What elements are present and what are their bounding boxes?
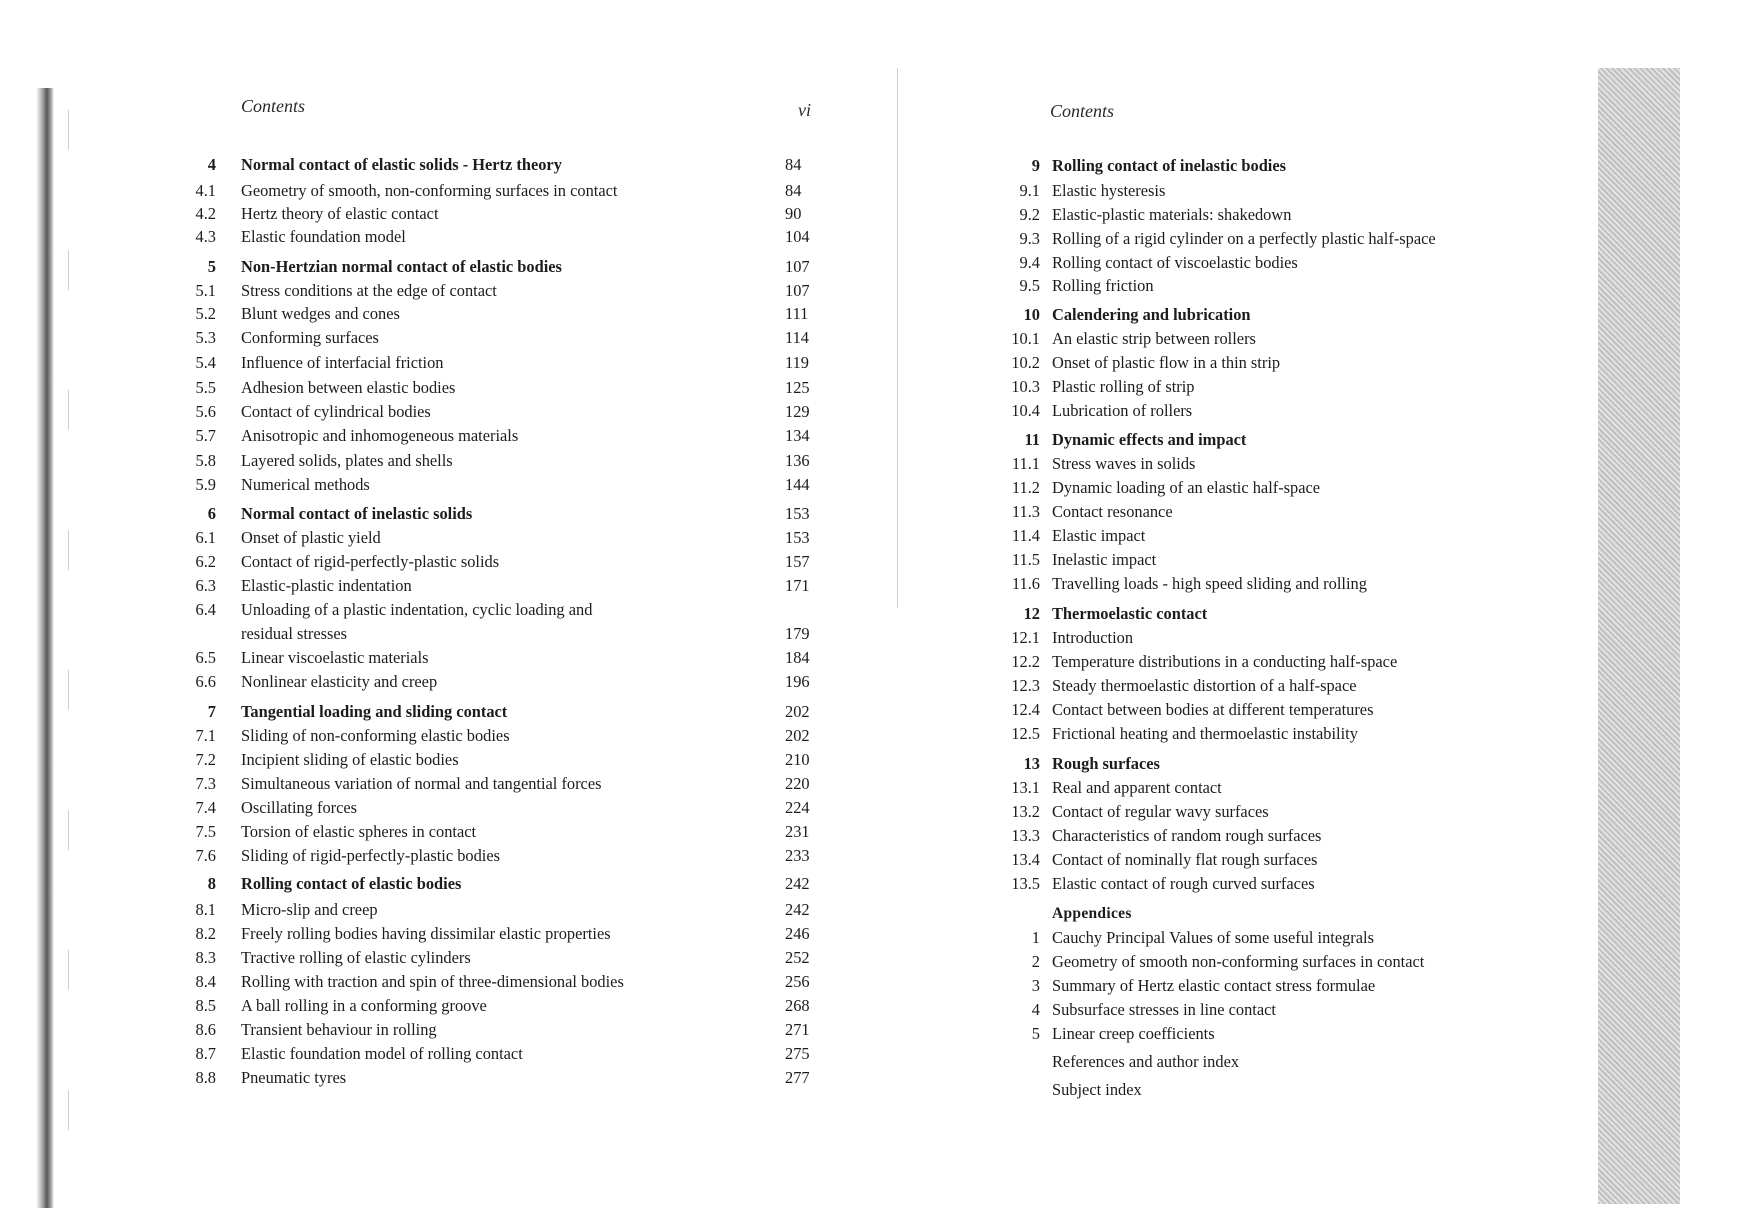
toc-entry-number: 5.7	[195, 426, 216, 445]
toc-entry-title: Real and apparent contact	[1052, 778, 1222, 797]
toc-entry-number: 11.4	[1011, 526, 1040, 545]
toc-entry-number: 6	[207, 504, 216, 523]
toc-entry-page: 171	[785, 576, 810, 595]
toc-entry-number: 11.2	[1011, 478, 1040, 497]
page-number: vi	[798, 100, 811, 120]
toc-entry-page: 202	[785, 726, 810, 745]
toc-entry	[890, 1051, 1590, 1073]
toc-entry-number: 7.3	[195, 774, 216, 793]
toc-entry-page: 202	[785, 702, 810, 721]
toc-entry-page: 114	[785, 328, 809, 347]
toc-entry-title: Rough surfaces	[1052, 754, 1160, 773]
toc-entry	[0, 671, 890, 693]
toc-entry-number: 10.4	[1011, 401, 1040, 420]
toc-entry-number: 4	[207, 155, 216, 174]
toc-entry-title: Contact between bodies at different temperatures	[1052, 700, 1374, 719]
toc-entry	[890, 699, 1590, 721]
toc-chapter-entry	[890, 304, 1590, 326]
toc-entry-number: 13.1	[1011, 778, 1040, 797]
toc-entry-page: 246	[785, 924, 810, 943]
toc-entry	[0, 923, 890, 945]
toc-entry-number: 5.9	[195, 475, 216, 494]
toc-entry-title: Temperature distributions in a conducting half-space	[1052, 652, 1398, 671]
toc-entry	[0, 773, 890, 795]
toc-entry	[0, 725, 890, 747]
toc-entry-number: 2	[1031, 952, 1040, 971]
toc-entry-number: 5	[207, 257, 216, 276]
toc-entry	[890, 400, 1590, 422]
toc-entry	[890, 501, 1590, 523]
toc-entry	[890, 825, 1590, 847]
toc-entry-number: 11.3	[1011, 502, 1040, 521]
toc-entry-title: Contact resonance	[1052, 502, 1173, 521]
toc-entry-number: 8	[207, 874, 216, 893]
toc-entry	[0, 352, 890, 374]
toc-entry-page: 220	[785, 774, 810, 793]
toc-entry	[0, 797, 890, 819]
toc-entry	[890, 801, 1590, 823]
toc-entry-title: Dynamic loading of an elastic half-space	[1052, 478, 1321, 497]
toc-entry-number: 6.5	[195, 648, 216, 667]
toc-entry-page: 111	[785, 304, 809, 323]
toc-entry-number: 6.2	[195, 552, 216, 571]
toc-entry-page: 157	[785, 552, 810, 571]
toc-entry	[890, 873, 1590, 895]
toc-entry-title: Anisotropic and inhomogeneous materials	[241, 426, 519, 445]
toc-entry-number: 10	[1023, 305, 1040, 324]
toc-entry-number: 6.6	[195, 672, 216, 691]
toc-entry-title: Stress waves in solids	[1052, 454, 1196, 473]
toc-chapter-entry	[890, 429, 1590, 451]
toc-entry	[890, 275, 1590, 297]
toc-entry-title: Summary of Hertz elastic contact stress formulae	[1052, 976, 1376, 995]
toc-entry	[890, 975, 1590, 997]
toc-entry-number: 7.2	[195, 750, 216, 769]
toc-entry-page: 90	[785, 204, 802, 223]
toc-entry-title: Plastic rolling of strip	[1052, 377, 1195, 396]
toc-entry	[890, 352, 1590, 374]
toc-entry-title: Rolling with traction and spin of three-dimensional bodies	[241, 972, 624, 991]
toc-entry	[0, 474, 890, 496]
toc-entry-title: Rolling contact of viscoelastic bodies	[1052, 253, 1298, 272]
toc-entry-number: 7.5	[195, 822, 216, 841]
toc-entry-number: 7.4	[195, 798, 216, 817]
toc-entry-page: 119	[785, 353, 809, 372]
toc-entry	[0, 599, 890, 621]
toc-entry-title: Conforming surfaces	[241, 328, 379, 347]
toc-entry-number: 9.3	[1019, 229, 1040, 248]
toc-entry-title: Lubrication of rollers	[1052, 401, 1193, 420]
toc-entry-title: Sliding of rigid-perfectly-plastic bodies	[241, 846, 501, 865]
toc-entry-title: Onset of plastic flow in a thin strip	[1052, 353, 1281, 372]
toc-entry	[0, 1067, 890, 1089]
running-header-right: Contents	[1050, 101, 1115, 121]
toc-entry-number: 7.6	[195, 846, 216, 865]
toc-entry-number: 12.1	[1011, 628, 1040, 647]
toc-entry-title: Freely rolling bodies having dissimilar elastic properties	[241, 924, 611, 943]
toc-entry-title: Contact of regular wavy surfaces	[1052, 802, 1269, 821]
toc-entry-title: Elastic foundation model of rolling contact	[241, 1044, 523, 1063]
toc-entry-title: Nonlinear elasticity and creep	[241, 672, 438, 691]
toc-entry-title: Non-Hertzian normal contact of elastic bodies	[241, 257, 562, 276]
toc-entry	[0, 971, 890, 993]
toc-entry-page: 277	[785, 1068, 810, 1087]
toc-entry-page: 271	[785, 1020, 810, 1039]
toc-entry-number: 13.4	[1011, 850, 1040, 869]
toc-entry-title: References and author index	[1052, 1052, 1240, 1071]
toc-entry-title: Calendering and lubrication	[1052, 305, 1251, 324]
toc-entry-number: 6.1	[195, 528, 216, 547]
toc-entry-number: 8.2	[195, 924, 216, 943]
toc-entry	[0, 845, 890, 867]
toc-chapter-entry	[890, 603, 1590, 625]
toc-entry-number: 10.2	[1011, 353, 1040, 372]
toc-entry	[890, 453, 1590, 475]
toc-entry-title: Inelastic impact	[1052, 550, 1157, 569]
toc-entry-number: 7	[207, 702, 216, 721]
toc-entry	[890, 999, 1590, 1021]
toc-entry-page: 134	[785, 426, 810, 445]
toc-entry-page: 242	[785, 900, 810, 919]
toc-entry-title: Stress conditions at the edge of contact	[241, 281, 497, 300]
toc-entry-title: Unloading of a plastic indentation, cyclic loading and	[241, 600, 593, 619]
toc-entry-title: Linear viscoelastic materials	[241, 648, 429, 667]
toc-entry	[890, 849, 1590, 871]
toc-entry-number: 9.2	[1019, 205, 1040, 224]
toc-entry-page: 153	[785, 504, 810, 523]
toc-entry-page: 104	[785, 227, 810, 246]
toc-entry-page: 242	[785, 874, 810, 893]
toc-entry-title: Tractive rolling of elastic cylinders	[241, 948, 471, 967]
toc-chapter-entry	[0, 873, 890, 895]
toc-entry-page: 84	[785, 155, 802, 174]
toc-entry-page: 107	[785, 281, 810, 300]
toc-entry-number: 9.5	[1019, 276, 1040, 295]
toc-entry-number: 4.2	[195, 204, 216, 223]
toc-entry-title: Geometry of smooth non-conforming surfaces in contact	[1052, 952, 1425, 971]
toc-entry	[0, 623, 890, 645]
toc-entry-title: Contact of nominally flat rough surfaces	[1052, 850, 1318, 869]
toc-entry-title: Elastic foundation model	[241, 227, 406, 246]
toc-entry-number: 4.3	[195, 227, 216, 246]
toc-entry-title: Elastic-plastic materials: shakedown	[1052, 205, 1292, 224]
toc-entry	[890, 951, 1590, 973]
toc-entry-title: Influence of interfacial friction	[241, 353, 444, 372]
toc-entry-number: 7.1	[195, 726, 216, 745]
toc-entry-title: Oscillating forces	[241, 798, 358, 817]
toc-entry-number: 8.8	[195, 1068, 216, 1087]
toc-entry	[0, 401, 890, 423]
toc-entry	[890, 328, 1590, 350]
toc-entry-number: 8.6	[195, 1020, 216, 1039]
toc-entry-title: Appendices	[1052, 905, 1132, 922]
toc-entry	[890, 627, 1590, 649]
toc-entry-title: Contact of rigid-perfectly-plastic solids	[241, 552, 500, 571]
toc-entry-number: 5	[1031, 1024, 1040, 1043]
toc-entry-title: residual stresses	[241, 624, 348, 643]
toc-entry-title: Rolling friction	[1052, 276, 1154, 295]
running-header: Contents	[241, 96, 306, 116]
right-margin-shading	[1598, 68, 1680, 1204]
toc-entry-title: Hertz theory of elastic contact	[241, 204, 439, 223]
toc-entry	[0, 450, 890, 472]
toc-entry-number: 12.2	[1011, 652, 1040, 671]
toc-entry-title: Sliding of non-conforming elastic bodies	[241, 726, 510, 745]
toc-entry-title: An elastic strip between rollers	[1052, 329, 1256, 348]
toc-entry-page: 252	[785, 948, 810, 967]
toc-entry-number: 11.1	[1011, 454, 1040, 473]
toc-entry-title: Rolling contact of elastic bodies	[241, 874, 462, 893]
toc-entry-number: 13.5	[1011, 874, 1040, 893]
toc-entry-title: Contact of cylindrical bodies	[241, 402, 431, 421]
toc-entry-title: Geometry of smooth, non-conforming surfaces in contact	[241, 181, 618, 200]
toc-entry	[0, 180, 890, 202]
toc-entry-number: 9.1	[1019, 181, 1040, 200]
toc-entry-title: Travelling loads - high speed sliding and rolling	[1052, 574, 1367, 593]
toc-entry	[890, 252, 1590, 274]
toc-entry-number: 5.6	[195, 402, 216, 421]
toc-entry-number: 12.5	[1011, 724, 1040, 743]
toc-entry-number: 8.5	[195, 996, 216, 1015]
toc-entry	[0, 280, 890, 302]
toc-entry-number: 10.3	[1011, 377, 1040, 396]
toc-entry-number: 11	[1024, 430, 1040, 449]
toc-entry-title: Rolling of a rigid cylinder on a perfectly plastic half-space	[1052, 229, 1436, 248]
toc-entry	[0, 899, 890, 921]
toc-entry-number: 6.3	[195, 576, 216, 595]
toc-entry	[0, 821, 890, 843]
toc-entry-title: Micro-slip and creep	[241, 900, 378, 919]
toc-entry-number: 12.3	[1011, 676, 1040, 695]
toc-entry-number: 5.2	[195, 304, 216, 323]
toc-entry-title: Characteristics of random rough surfaces	[1052, 826, 1322, 845]
toc-entry-page: 107	[785, 257, 810, 276]
toc-entry-title: Transient behaviour in rolling	[241, 1020, 437, 1039]
toc-entry-title: Simultaneous variation of normal and tangential forces	[241, 774, 602, 793]
toc-entry-number: 1	[1031, 928, 1040, 947]
toc-entry-number: 4	[1031, 1000, 1040, 1019]
toc-entry-title: Normal contact of elastic solids - Hertz theory	[241, 155, 562, 174]
toc-entry-title: Steady thermoelastic distortion of a half-space	[1052, 676, 1357, 695]
toc-entry	[0, 527, 890, 549]
toc-entry-title: Subject index	[1052, 1080, 1142, 1099]
toc-entry-number: 11.6	[1011, 574, 1040, 593]
toc-entry	[0, 303, 890, 325]
toc-entry-title: Tangential loading and sliding contact	[241, 702, 508, 721]
toc-entry	[0, 995, 890, 1017]
toc-entry	[890, 903, 1590, 925]
toc-entry	[890, 204, 1590, 226]
toc-entry-title: Subsurface stresses in line contact	[1052, 1000, 1276, 1019]
toc-entry-page: 129	[785, 402, 810, 421]
toc-entry-title: Elastic-plastic indentation	[241, 576, 412, 595]
toc-entry-title: Introduction	[1052, 628, 1134, 647]
toc-entry-page: 136	[785, 451, 810, 470]
toc-entry-number: 5.8	[195, 451, 216, 470]
toc-entry-title: Torsion of elastic spheres in contact	[241, 822, 477, 841]
right-page	[890, 0, 1590, 1228]
toc-chapter-entry	[0, 154, 890, 176]
toc-entry-page: 144	[785, 475, 810, 494]
toc-entry	[890, 777, 1590, 799]
toc-entry	[890, 927, 1590, 949]
toc-entry-number: 11.5	[1011, 550, 1040, 569]
toc-entry-number: 6.4	[195, 600, 216, 619]
toc-chapter-entry	[0, 503, 890, 525]
toc-entry	[890, 180, 1590, 202]
toc-entry-page: 196	[785, 672, 810, 691]
toc-entry-page: 233	[785, 846, 810, 865]
toc-chapter-entry	[890, 155, 1590, 177]
toc-chapter-entry	[0, 701, 890, 723]
toc-entry	[0, 203, 890, 225]
toc-entry-number: 3	[1031, 976, 1040, 995]
toc-entry-number: 13.2	[1011, 802, 1040, 821]
toc-entry-number: 4.1	[195, 181, 216, 200]
toc-entry-number: 12	[1023, 604, 1040, 623]
toc-entry-page: 268	[785, 996, 810, 1015]
toc-entry-title: Elastic contact of rough curved surfaces	[1052, 874, 1315, 893]
toc-entry	[890, 1023, 1590, 1045]
toc-entry-title: Pneumatic tyres	[241, 1068, 347, 1087]
toc-entry-number: 5.4	[195, 353, 216, 372]
toc-chapter-entry	[890, 753, 1590, 775]
toc-entry-number: 9	[1031, 156, 1040, 175]
toc-entry-title: Incipient sliding of elastic bodies	[241, 750, 459, 769]
toc-entry	[890, 675, 1590, 697]
toc-entry-page: 184	[785, 648, 810, 667]
toc-entry-page: 210	[785, 750, 810, 769]
toc-entry-title: Adhesion between elastic bodies	[241, 378, 456, 397]
toc-entry-page: 84	[785, 181, 802, 200]
toc-entry	[890, 651, 1590, 673]
toc-entry	[890, 525, 1590, 547]
toc-entry-title: Elastic hysteresis	[1052, 181, 1166, 200]
toc-entry-page: 153	[785, 528, 810, 547]
toc-entry-number: 8.7	[195, 1044, 216, 1063]
toc-entry-title: Frictional heating and thermoelastic instability	[1052, 724, 1358, 743]
toc-entry	[0, 551, 890, 573]
toc-entry-title: Blunt wedges and cones	[241, 304, 400, 323]
toc-entry	[0, 575, 890, 597]
toc-entry-title: Onset of plastic yield	[241, 528, 381, 547]
toc-entry	[890, 549, 1590, 571]
toc-entry	[0, 749, 890, 771]
toc-entry	[0, 1043, 890, 1065]
toc-entry	[0, 377, 890, 399]
toc-entry-title: Thermoelastic contact	[1052, 604, 1208, 623]
toc-entry	[0, 226, 890, 248]
toc-entry-title: Numerical methods	[241, 475, 370, 494]
toc-entry	[890, 228, 1590, 250]
toc-entry-page: 179	[785, 624, 810, 643]
toc-entry-title: Dynamic effects and impact	[1052, 430, 1247, 449]
toc-entry-title: Layered solids, plates and shells	[241, 451, 453, 470]
toc-entry	[890, 376, 1590, 398]
toc-entry-number: 8.4	[195, 972, 216, 991]
toc-entry-number: 9.4	[1019, 253, 1040, 272]
toc-entry-number: 12.4	[1011, 700, 1040, 719]
toc-entry	[0, 1019, 890, 1041]
toc-entry-number: 5.5	[195, 378, 216, 397]
toc-entry-title: Normal contact of inelastic solids	[241, 504, 473, 523]
toc-entry	[890, 1079, 1590, 1101]
toc-entry-number: 10.1	[1011, 329, 1040, 348]
toc-entry-number: 8.3	[195, 948, 216, 967]
toc-entry-title: Rolling contact of inelastic bodies	[1052, 156, 1287, 175]
toc-entry-number: 5.3	[195, 328, 216, 347]
toc-entry	[0, 947, 890, 969]
toc-entry	[890, 723, 1590, 745]
toc-entry	[0, 327, 890, 349]
toc-entry-number: 13	[1023, 754, 1040, 773]
toc-entry-page: 125	[785, 378, 810, 397]
toc-entry-page: 256	[785, 972, 810, 991]
toc-entry-page: 231	[785, 822, 810, 841]
toc-entry	[890, 573, 1590, 595]
toc-entry-title: Linear creep coefficients	[1052, 1024, 1215, 1043]
toc-entry-page: 275	[785, 1044, 810, 1063]
toc-entry-number: 5.1	[195, 281, 216, 300]
toc-entry-number: 8.1	[195, 900, 216, 919]
toc-entry-page: 224	[785, 798, 810, 817]
toc-entry	[0, 425, 890, 447]
toc-entry	[890, 477, 1590, 499]
toc-entry-title: Cauchy Principal Values of some useful integrals	[1052, 928, 1374, 947]
toc-entry	[0, 647, 890, 669]
toc-chapter-entry	[0, 256, 890, 278]
toc-entry-number: 13.3	[1011, 826, 1040, 845]
toc-entry-title: Elastic impact	[1052, 526, 1146, 545]
toc-entry-title: A ball rolling in a conforming groove	[241, 996, 487, 1015]
